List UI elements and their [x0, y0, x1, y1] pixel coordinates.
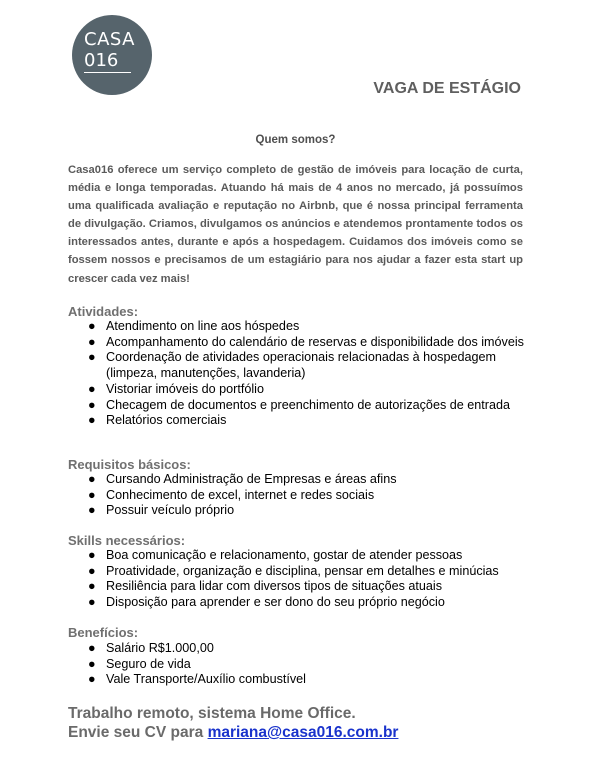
bullet-icon: ● — [88, 595, 96, 610]
list-item-text: Salário R$1.000,00 — [106, 641, 214, 655]
bullet-icon: ● — [88, 656, 96, 671]
list-item-text: Seguro de vida — [106, 656, 191, 671]
list-item-text: Conhecimento de excel, internet e redes sociais — [106, 487, 375, 502]
about-heading: Quem somos? — [255, 134, 336, 146]
footer-contact-prefix: Envie seu CV para — [68, 724, 208, 741]
logo-text-016: 016 — [84, 50, 119, 71]
requisitos-list — [68, 472, 538, 519]
list-item-text: Acompanhamento do calendário de reservas e disponibilidade dos imóveis — [106, 334, 524, 349]
casa016-logo — [72, 15, 152, 95]
email-link[interactable]: mariana@casa016.com.br — [207, 724, 399, 741]
list-item — [68, 564, 538, 580]
list-item — [68, 319, 538, 335]
list-item-text: Possuir veículo próprio — [106, 503, 235, 518]
list-item — [68, 382, 538, 398]
list-item — [68, 548, 538, 564]
list-item-text: Vistoriar imóveis do portfólio — [106, 381, 264, 396]
list-item — [68, 413, 538, 429]
beneficios-list — [68, 641, 538, 688]
footer-remote-note: Trabalho remoto, sistema Home Office. — [68, 705, 356, 722]
bullet-icon: ● — [88, 334, 96, 349]
list-item-text: Vale Transporte/Auxílio combustível — [106, 672, 306, 687]
list-item-text: Atendimento on line aos hóspedes — [106, 319, 300, 333]
bullet-icon: ● — [88, 641, 96, 655]
list-item-text: Boa comunicação e relacionamento, gostar de atender pessoas — [106, 548, 463, 562]
skills-list — [68, 548, 538, 611]
bullet-icon: ● — [88, 563, 96, 578]
skills-heading: Skills necessários: — [68, 533, 186, 548]
list-item — [68, 657, 538, 673]
bullet-icon: ● — [88, 672, 96, 687]
list-item — [68, 503, 538, 519]
list-item-text: Proatividade, organização e disciplina, pensar em detalhes e minúcias — [106, 563, 499, 578]
page-title: VAGA DE ESTÁGIO — [373, 80, 521, 97]
list-item-text: Disposição para aprender e ser dono do seu próprio negócio — [106, 595, 445, 610]
logo-divider — [84, 72, 131, 73]
list-item — [68, 335, 538, 351]
list-item-text: Relatórios comerciais — [106, 413, 227, 428]
bullet-icon: ● — [88, 413, 96, 428]
list-item — [68, 472, 538, 488]
list-item — [68, 595, 538, 611]
bullet-icon: ● — [88, 397, 96, 412]
list-item-text: Checagem de documentos e preenchimento de autorizações de entrada — [106, 397, 510, 412]
list-item — [68, 350, 538, 381]
atividades-heading: Atividades: — [68, 304, 139, 319]
bullet-icon: ● — [88, 503, 96, 518]
list-item — [68, 579, 538, 595]
list-item-text: Cursando Administração de Empresas e áreas afins — [106, 472, 397, 486]
bullet-icon: ● — [88, 319, 96, 333]
list-item-text: Coordenação de atividades operacionais relacionadas à hospedagem (limpeza, manutenções, lavanderia) — [106, 350, 496, 381]
bullet-icon: ● — [88, 548, 96, 562]
list-item — [68, 672, 538, 688]
logo-text-casa: CASA — [84, 29, 135, 50]
footer-contact — [68, 724, 398, 742]
bullet-icon: ● — [88, 487, 96, 502]
bullet-icon: ● — [88, 472, 96, 486]
requisitos-heading: Requisitos básicos: — [68, 457, 191, 472]
bullet-icon: ● — [88, 350, 96, 365]
bullet-icon: ● — [88, 579, 96, 594]
atividades-list — [68, 319, 538, 429]
list-item — [68, 488, 538, 504]
list-item-text: Resiliência para lidar com diversos tipos de situações atuais — [106, 579, 442, 594]
list-item — [68, 641, 538, 657]
beneficios-heading: Benefícios: — [68, 625, 139, 640]
list-item — [68, 398, 538, 414]
about-text: Casa016 oferece um serviço completo de gestão de imóveis para locação de curta, média e longa temporadas. Atuando há mais de 4 anos no mercado, já possuímos uma qualificada avaliação e reputação no Airbnb, que é nossa principal ferramenta de divulgação. Criamos, divulgamos os anúncios e atendemos prontamente todos os interessados antes, durante e após a hospedagem. Cuidamos dos imóveis como se fossem nossos e precisamos de um estagiário para nos ajudar a fazer esta start up crescer cada vez mais! — [68, 164, 523, 285]
bullet-icon: ● — [88, 381, 96, 396]
